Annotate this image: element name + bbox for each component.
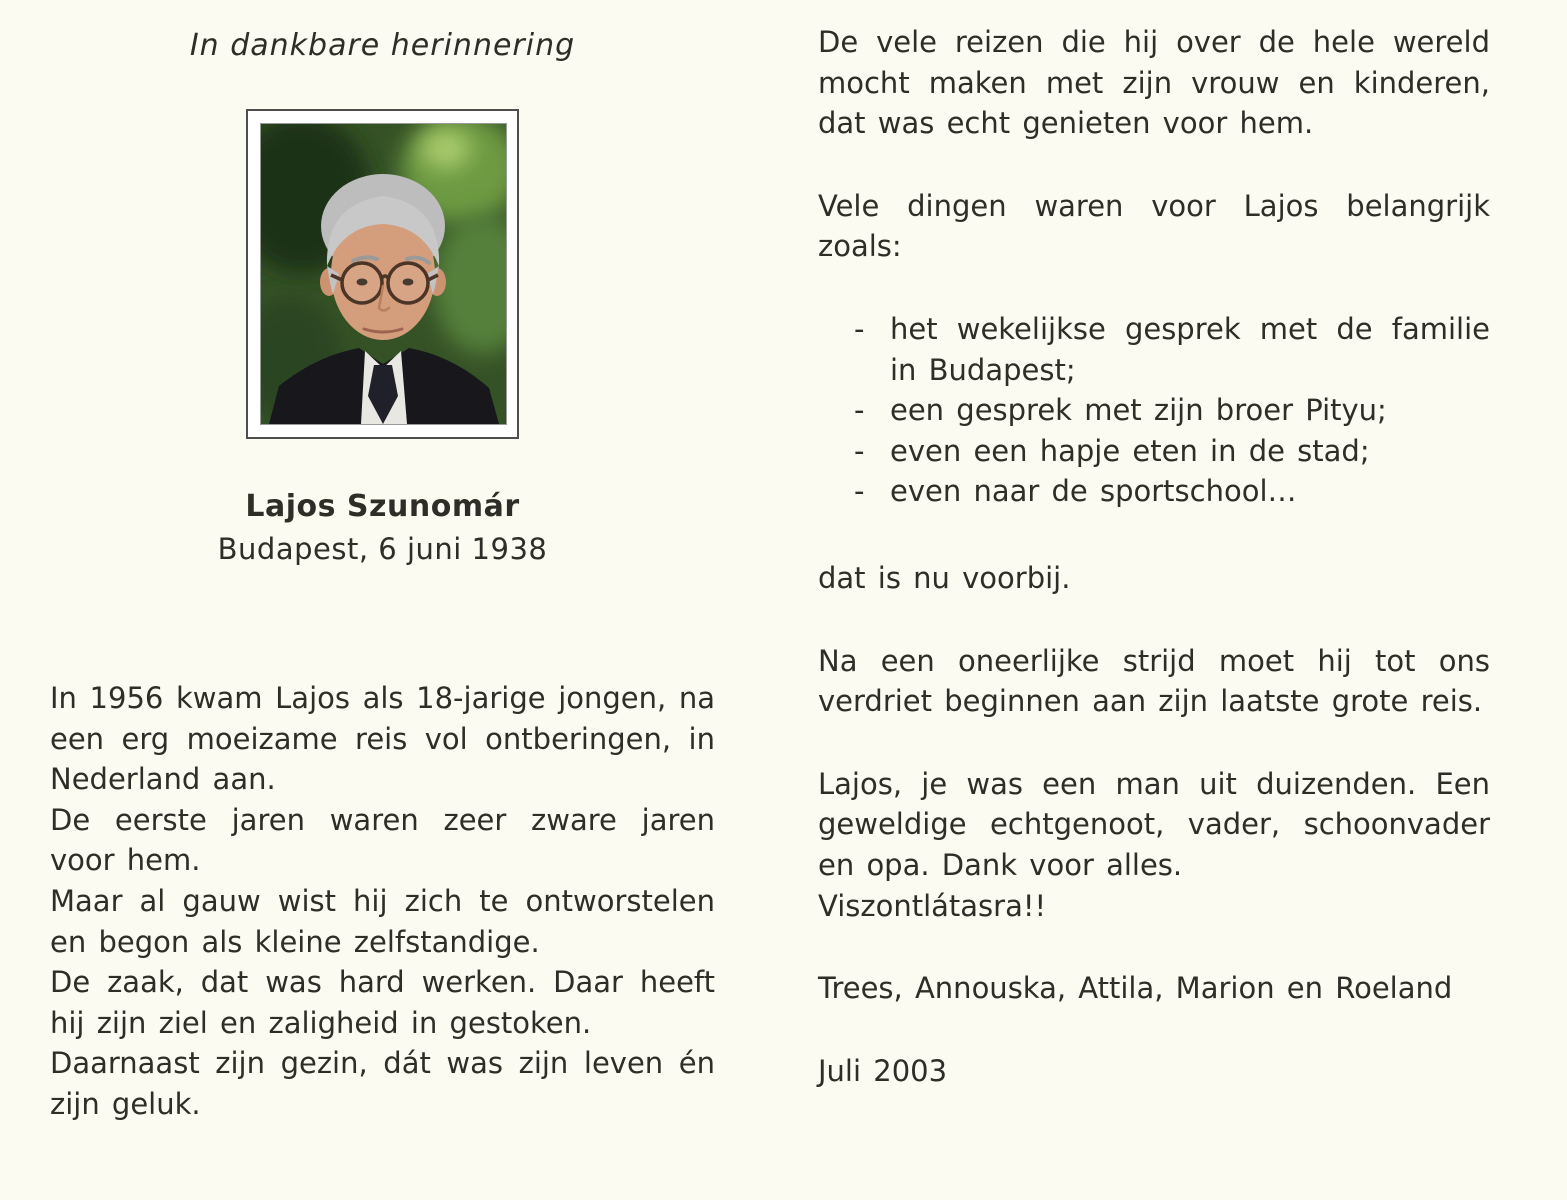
paragraph: Maar al gauw wist hij zich te ontworstelen en begon als kleine zelfstandige. xyxy=(50,883,715,959)
birth-place-date: Budapest, 6 juni 1938 xyxy=(217,532,548,566)
paragraph: De vele reizen die hij over de hele wereld mocht maken met zijn vrouw en kinderen, dat was echt genieten voor hem. xyxy=(818,25,1490,141)
memorial-header: In dankbare herinnering xyxy=(189,28,576,63)
left-biography xyxy=(50,678,715,1125)
paragraph: Lajos, je was een man uit duizenden. Een geweldige echtgenoot, vader, schoonvader en opa. Dank voor alles. xyxy=(818,766,1490,882)
list-item xyxy=(854,431,1490,472)
portrait-photo xyxy=(260,123,507,425)
list-item-text: even naar de sportschool… xyxy=(890,474,1297,509)
right-biography xyxy=(818,22,1490,1091)
paragraph: dat is nu voorbij. xyxy=(818,560,1071,595)
paragraph: In 1956 kwam Lajos als 18-jarige jongen, na een erg moeizame reis vol ontberingen, in Nederland aan. xyxy=(50,681,715,797)
list-item-text: het wekelijkse gesprek met de familie in Budapest; xyxy=(890,311,1490,387)
list-item-text: een gesprek met zijn broer Pityu; xyxy=(890,393,1387,428)
list-item-text: even een hapje eten in de stad; xyxy=(890,433,1370,468)
paragraph: Na een oneerlijke strijd moet hij tot ons verdriet beginnen aan zijn laatste grote reis. xyxy=(818,643,1490,719)
paragraph: Daarnaast zijn gezin, dát was zijn leven én zijn geluk. xyxy=(50,1046,715,1121)
right-column xyxy=(818,0,1490,1200)
paragraph: De eerste jaren waren zeer zware jaren voor hem. xyxy=(50,802,715,878)
list-marker: - xyxy=(854,393,865,428)
important-things-list xyxy=(854,309,1490,512)
photo-frame xyxy=(246,109,519,439)
list-item xyxy=(854,309,1490,390)
deceased-name: Lajos Szunomár xyxy=(245,489,520,524)
list-marker: - xyxy=(854,474,865,509)
list-marker: - xyxy=(854,433,865,468)
list-item xyxy=(854,390,1490,431)
date-text: Juli 2003 xyxy=(818,1053,948,1088)
family-names: Trees, Annouska, Attila, Marion en Roeland xyxy=(818,971,1453,1006)
paragraph: Vele dingen waren voor Lajos belangrijk zoals: xyxy=(818,188,1490,264)
list-marker: - xyxy=(854,311,865,346)
list-item xyxy=(854,471,1490,512)
left-column xyxy=(50,0,715,1200)
farewell-text: Viszontlátasra!! xyxy=(818,888,1047,923)
paragraph: De zaak, dat was hard werken. Daar heeft hij zijn ziel en zaligheid in gestoken. xyxy=(50,965,715,1040)
